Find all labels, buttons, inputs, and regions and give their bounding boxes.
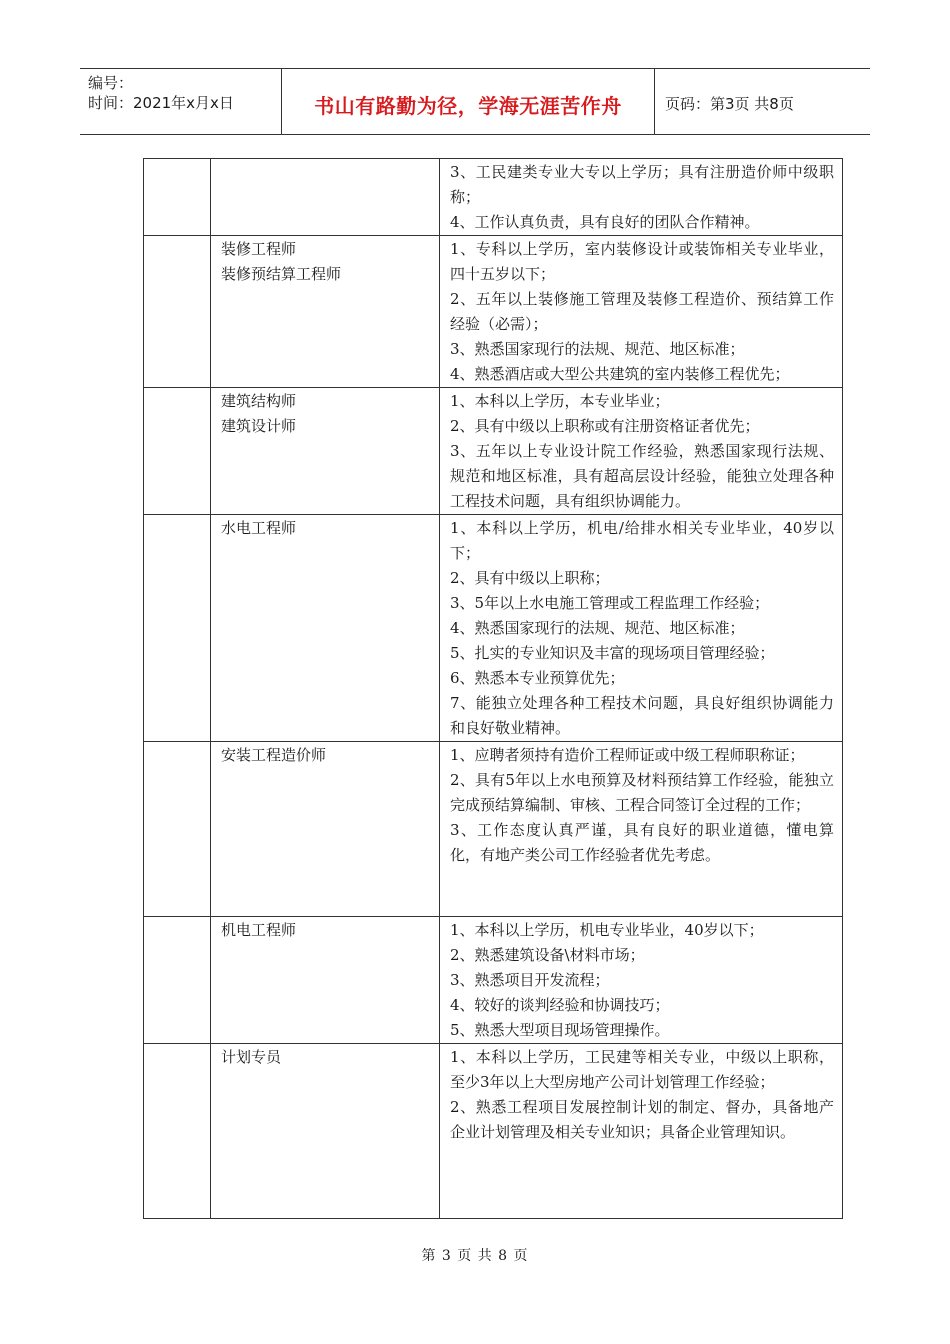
blank-cell <box>144 742 211 917</box>
blank-cell <box>144 917 211 1044</box>
page-header <box>80 68 870 135</box>
position-title-cell <box>211 742 440 917</box>
requirement-item: 4、熟悉酒店或大型公共建筑的室内装修工程优先； <box>450 365 790 383</box>
requirements-table-body <box>144 159 843 1219</box>
position-title-cell <box>211 515 440 742</box>
blank-cell <box>144 236 211 388</box>
blank-cell <box>144 159 211 236</box>
requirements-cell <box>440 742 843 917</box>
table-row <box>144 388 843 515</box>
requirement-item: 3、工民建类专业大专以上学历；具有注册造价师中级职称； <box>450 163 834 206</box>
requirement-item: 1、本科以上学历，工民建等相关专业，中级以上职称，至少3年以上大型房地产公司计划管理工作经验； <box>450 1048 834 1091</box>
table-row <box>144 742 843 917</box>
document-number-label: 编号： <box>88 74 134 92</box>
requirement-item: 3、工作态度认真严谨，具有良好的职业道德，懂电算化，有地产类公司工作经验者优先考虑。 <box>450 821 834 864</box>
table-row <box>144 159 843 236</box>
header-page-info: 页码：第3页 共8页 <box>665 95 794 113</box>
position-title: 机电工程师 <box>221 921 297 939</box>
position-title: 安装工程造价师 <box>221 746 327 764</box>
position-title-cell <box>211 388 440 515</box>
requirement-item: 6、熟悉本专业预算优先； <box>450 669 625 687</box>
requirement-item: 2、具有5年以上水电预算及材料预结算工作经验，能独立完成预结算编制、审核、工程合同签订全过程的工作； <box>450 771 834 814</box>
requirements-table <box>143 158 843 1219</box>
requirement-item: 3、熟悉项目开发流程； <box>450 971 610 989</box>
position-title-cell <box>211 236 440 388</box>
header-motto: 书山有路勤为径，学海无涯苦作舟 <box>282 69 655 134</box>
page-footer: 第 3 页 共 8 页 <box>421 1248 529 1264</box>
requirement-item: 1、本科以上学历，机电/给排水相关专业毕业，40岁以下； <box>450 519 834 562</box>
header-meta <box>80 69 282 134</box>
table-row <box>144 1044 843 1219</box>
blank-cell <box>144 388 211 515</box>
requirement-item: 7、能独立处理各种工程技术问题，具良好组织协调能力和良好敬业精神。 <box>450 694 834 737</box>
position-title: 水电工程师 <box>221 519 297 537</box>
position-title: 建筑结构师 <box>221 392 297 410</box>
requirement-item: 1、应聘者须持有造价工程师证或中级工程师职称证； <box>450 746 805 764</box>
requirements-cell <box>440 515 843 742</box>
requirements-cell <box>440 159 843 236</box>
position-title: 建筑设计师 <box>221 417 297 435</box>
requirements-cell <box>440 917 843 1044</box>
requirement-item: 3、五年以上专业设计院工作经验，熟悉国家现行法规、规范和地区标准，具有超高层设计经验，能独立处理各种工程技术问题，具有组织协调能力。 <box>450 442 834 510</box>
requirement-item: 2、熟悉工程项目发展控制计划的制定、督办，具备地产企业计划管理及相关专业知识；具备企业管理知识。 <box>450 1098 834 1141</box>
requirements-cell <box>440 388 843 515</box>
position-title: 计划专员 <box>221 1048 282 1066</box>
requirement-item: 2、五年以上装修施工管理及装修工程造价、预结算工作经验（必需）； <box>450 290 834 333</box>
table-row <box>144 917 843 1044</box>
requirement-item: 4、工作认真负责，具有良好的团队合作精神。 <box>450 213 760 231</box>
requirement-item: 5、扎实的专业知识及丰富的现场项目管理经验； <box>450 644 775 662</box>
blank-cell <box>144 515 211 742</box>
requirement-item: 1、本科以上学历，机电专业毕业，40岁以下； <box>450 921 764 939</box>
requirement-item: 1、专科以上学历，室内装修设计或装饰相关专业毕业，四十五岁以下； <box>450 240 834 283</box>
requirement-item: 3、5年以上水电施工管理或工程监理工作经验； <box>450 594 770 612</box>
requirement-item: 1、本科以上学历，本专业毕业； <box>450 392 670 410</box>
position-title-cell <box>211 917 440 1044</box>
position-title: 装修预结算工程师 <box>221 265 342 283</box>
requirement-item: 5、熟悉大型项目现场管理操作。 <box>450 1021 670 1039</box>
table-row <box>144 236 843 388</box>
requirement-item: 4、较好的谈判经验和协调技巧； <box>450 996 670 1014</box>
document-time-label: 时间：2021年x月x日 <box>88 94 234 112</box>
requirement-item: 4、熟悉国家现行的法规、规范、地区标准； <box>450 619 745 637</box>
requirements-cell <box>440 1044 843 1219</box>
requirement-item: 2、具有中级以上职称或有注册资格证者优先； <box>450 417 760 435</box>
table-row <box>144 515 843 742</box>
position-title: 装修工程师 <box>221 240 297 258</box>
requirement-item: 2、熟悉建筑设备\材料市场； <box>450 946 645 964</box>
blank-cell <box>144 1044 211 1219</box>
requirement-item: 3、熟悉国家现行的法规、规范、地区标准； <box>450 340 745 358</box>
position-title-cell <box>211 159 440 236</box>
requirement-item: 2、具有中级以上职称； <box>450 569 610 587</box>
requirements-cell <box>440 236 843 388</box>
position-title-cell <box>211 1044 440 1219</box>
